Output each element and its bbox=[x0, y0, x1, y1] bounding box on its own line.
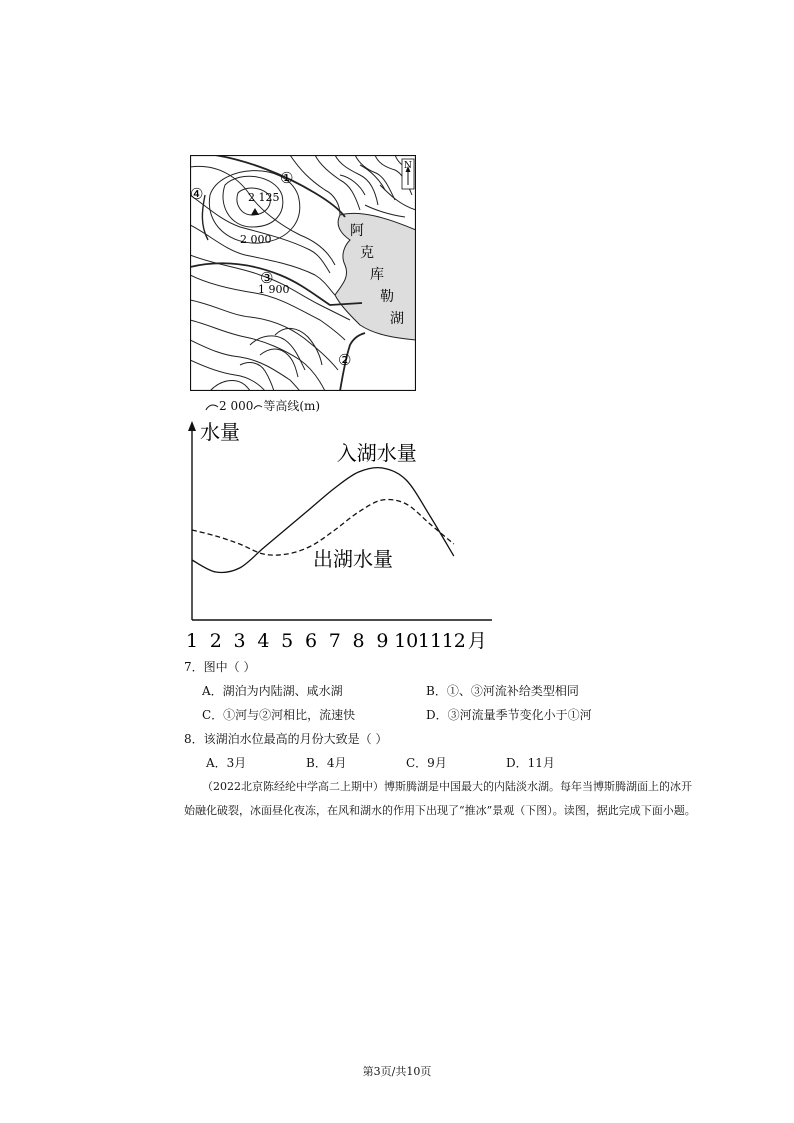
river-label-4: ④ bbox=[190, 185, 204, 203]
svg-text:勒: 勒 bbox=[380, 289, 394, 305]
map-legend bbox=[205, 397, 320, 414]
svg-text:克: 克 bbox=[360, 245, 374, 261]
peak-elevation: 2 125 bbox=[248, 191, 280, 204]
x-tick-label: 8 bbox=[352, 630, 365, 650]
contour-legend-icon-2 bbox=[253, 403, 263, 411]
svg-text:阿: 阿 bbox=[350, 223, 364, 239]
passage-line-1: （2022北京陈经纶中学高二上期中）博斯腾湖是中国最大的内陆淡水湖。每年当博斯腾湖面上的冰开 bbox=[202, 780, 692, 793]
inflow-series-label: 入湖水量 bbox=[336, 441, 417, 465]
x-tick-label: 11 bbox=[417, 630, 443, 650]
river-label-2: ② bbox=[338, 351, 352, 369]
svg-text:湖: 湖 bbox=[390, 311, 404, 327]
question-7-stem: 7．图中（ ） bbox=[184, 660, 256, 674]
contour-label-2000: 2 000 bbox=[240, 233, 272, 246]
x-tick-label: 7 bbox=[328, 630, 341, 650]
x-tick-label: 4 bbox=[257, 630, 270, 650]
x-tick-label: 1 bbox=[185, 630, 199, 650]
question-7-option-a[interactable]: A．湖泊为内陆湖、咸水湖 bbox=[202, 684, 343, 698]
svg-text:库: 库 bbox=[370, 267, 384, 283]
question-7-option-c[interactable]: C．①河与②河相比，流速快 bbox=[202, 708, 356, 722]
contour-label-1900: 1 900 bbox=[258, 283, 290, 296]
x-tick-label: 10 bbox=[394, 630, 419, 650]
water-volume-chart bbox=[180, 415, 530, 650]
river-label-1: ① bbox=[280, 169, 294, 187]
question-8-option-d[interactable]: D．11月 bbox=[506, 756, 555, 770]
north-label: N bbox=[404, 161, 412, 171]
page-footer: 第3页/共10页 bbox=[362, 1065, 432, 1078]
peak-triangle-icon bbox=[251, 208, 259, 215]
river-label-3: ③ bbox=[260, 269, 274, 287]
x-axis-label: 月 bbox=[467, 630, 487, 650]
x-tick-label: 9 bbox=[376, 630, 389, 650]
y-axis-arrow-icon bbox=[188, 421, 196, 431]
x-tick-label: 12 bbox=[441, 630, 466, 650]
x-tick-label: 2 bbox=[209, 630, 222, 650]
legend-text: 等高线(m) bbox=[263, 399, 321, 413]
question-8-option-c[interactable]: C．9月 bbox=[406, 756, 447, 770]
question-8-option-a[interactable]: A．3月 bbox=[206, 756, 247, 770]
x-tick-label: 6 bbox=[304, 630, 318, 650]
north-arrow-icon bbox=[402, 159, 414, 189]
x-tick-label: 3 bbox=[233, 630, 246, 650]
question-7-option-d[interactable]: D．③河流量季节变化小于①河 bbox=[426, 708, 592, 722]
question-7-option-b[interactable]: B．①、③河流补给类型相同 bbox=[426, 684, 579, 698]
x-tick-label: 5 bbox=[281, 630, 294, 650]
question-8-option-b[interactable]: B．4月 bbox=[306, 756, 347, 770]
outflow-series-label: 出湖水量 bbox=[313, 547, 393, 571]
contour-legend-icon bbox=[205, 402, 219, 412]
y-axis-label: 水量 bbox=[200, 420, 240, 444]
passage-line-2: 始融化破裂，冰面昼化夜冻，在风和湖水的作用下出现了“推冰”景观（下图）。读图，据此完成下面小题。 bbox=[184, 804, 696, 817]
legend-value: 2 000 bbox=[219, 399, 254, 413]
question-8-stem: 8．该湖泊水位最高的月份大致是（ ） bbox=[184, 732, 388, 746]
contour-map bbox=[190, 155, 416, 391]
